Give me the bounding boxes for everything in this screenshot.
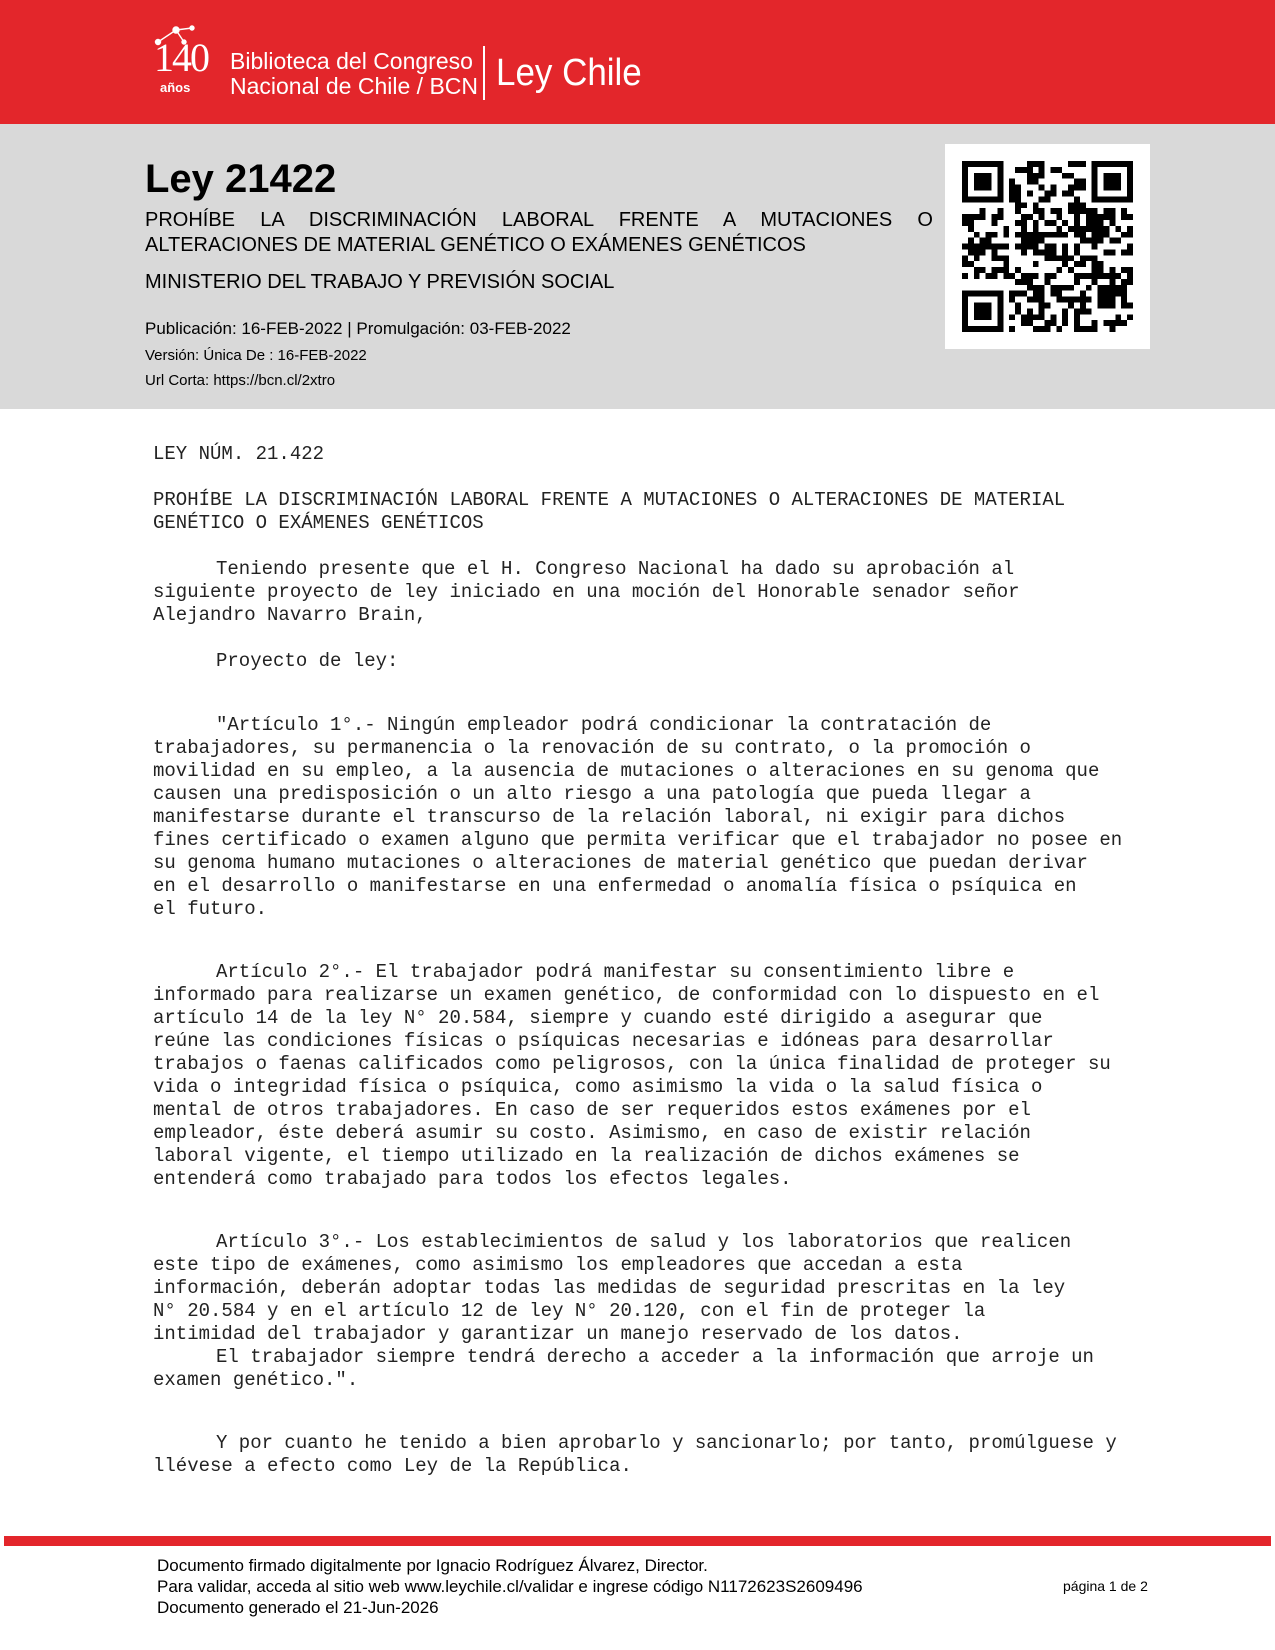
text-line: manifestarse durante el transcurso de la relación laboral, ni exigir para dichos [153, 806, 1066, 828]
footer-signature-block [157, 1555, 863, 1618]
text-line: este tipo de exámenes, como asimismo los empleadores que accedan a esta [153, 1254, 963, 1276]
page-number: página 1 de 2 [1063, 1578, 1148, 1594]
bcn-anniversary-logo [148, 24, 208, 100]
text-line: El trabajador siempre tendrá derecho a acceder a la información que arroje un [216, 1346, 1094, 1368]
footer-generated: Documento generado el 21-Jun-2026 [157, 1598, 439, 1617]
qr-code-graphic [962, 161, 1133, 332]
text-line: información, deberán adoptar todas las medidas de seguridad prescritas en la ley [153, 1277, 1066, 1299]
text-line: el futuro. [153, 898, 268, 920]
text-line: laboral vigente, el tiempo utilizado en la realización de dichos exámenes se [153, 1145, 1020, 1167]
law-body-title [153, 489, 1223, 535]
law-body [153, 443, 1223, 1478]
text-line: N° 20.584 y en el artículo 12 de ley N° 20.120, con el fin de proteger la [153, 1300, 986, 1322]
article-1 [153, 714, 1223, 921]
text-line: Y por cuanto he tenido a bien aprobarlo y sancionarlo; por tanto, promúlguese y [216, 1432, 1117, 1454]
text-line: informado para realizarse un examen genético, de conformidad con lo dispuesto en el [153, 984, 1100, 1006]
preamble-paragraph [153, 558, 1223, 627]
closing-paragraph [153, 1432, 1223, 1478]
text-line: Artículo 3°.- Los establecimientos de salud y los laboratorios que realicen [216, 1231, 1072, 1253]
text-line: Artículo 2°.- El trabajador podrá manifestar su consentimiento libre e [216, 961, 1015, 983]
library-name [230, 49, 478, 99]
library-name-line2: Nacional de Chile / BCN [230, 73, 479, 99]
law-ministry: MINISTERIO DEL TRABAJO Y PREVISIÓN SOCIAL [145, 271, 615, 293]
brand-divider [483, 46, 485, 100]
text-line: movilidad en su empleo, a la ausencia de mutaciones o alteraciones en su genoma que [153, 760, 1100, 782]
footer-validate: Para validar, acceda al sitio web www.leychile.cl/validar e ingrese código N1172623S2609496 [157, 1577, 863, 1596]
text-line: mental de otros trabajadores. En caso de ser requeridos estos exámenes por el [153, 1099, 1031, 1121]
qr-code-icon [945, 144, 1150, 349]
law-short-url[interactable]: Url Corta: https://bcn.cl/2xtro [145, 372, 336, 389]
article-3 [153, 1231, 1223, 1392]
text-line: entenderá como trabajado para todos los efectos legales. [153, 1168, 792, 1190]
text-line: "Artículo 1°.- Ningún empleador podrá condicionar la contratación de [216, 714, 992, 736]
text-line: siguiente proyecto de ley iniciado en una moción del Honorable senador señor [153, 581, 1020, 603]
text-line: Teniendo presente que el H. Congreso Nacional ha dado su aprobación al [216, 558, 1015, 580]
proyecto-label: Proyecto de ley: [216, 650, 399, 672]
law-dates: Publicación: 16-FEB-2022 | Promulgación: 03-FEB-2022 [145, 319, 571, 338]
law-body-title-line: PROHÍBE LA DISCRIMINACIÓN LABORAL FRENTE A MUTACIONES O ALTERACIONES DE MATERIAL [153, 489, 1066, 511]
law-subtitle: PROHÍBE LA DISCRIMINACIÓN LABORAL FRENTE A MUTACIONES O ALTERACIONES DE MATERIAL GENÉTICO O EXÁMENES GENÉTICOS [145, 209, 933, 256]
text-line: Alejandro Navarro Brain, [153, 604, 427, 626]
law-title: Ley 21422 [145, 157, 337, 201]
text-line: artículo 14 de la ley N° 20.584, siempre y cuando esté dirigido a asegurar que [153, 1007, 1043, 1029]
law-number-heading: LEY NÚM. 21.422 [153, 443, 325, 465]
text-line: su genoma humano mutaciones o alteraciones de material genético que puedan derivar [153, 852, 1088, 874]
product-name: Ley Chile [496, 52, 642, 94]
text-line: reúne las condiciones físicas o psíquicas necesarias e idóneas para desarrollar [153, 1030, 1054, 1052]
footer-signed-by: Documento firmado digitalmente por Ignacio Rodríguez Álvarez, Director. [157, 1556, 708, 1575]
text-line: trabajadores, su permanencia o la renovación de su contrato, o la promoción o [153, 737, 1031, 759]
text-line: vida o integridad física o psíquica, como asimismo la vida o la salud física o [153, 1076, 1043, 1098]
anniversary-number: 140 [154, 35, 208, 80]
law-version: Versión: Única De : 16-FEB-2022 [145, 347, 367, 364]
anniversary-word: años [160, 80, 191, 95]
brand-header [0, 0, 1275, 124]
text-line: intimidad del trabajador y garantizar un manejo reservado de los datos. [153, 1323, 963, 1345]
law-body-title-line: GENÉTICO O EXÁMENES GENÉTICOS [153, 512, 484, 534]
text-line: en el desarrollo o manifestarse en una enfermedad o anomalía física o psíquica en [153, 875, 1077, 897]
footer-divider [4, 1536, 1271, 1546]
text-line: examen genético.". [153, 1369, 359, 1391]
article-2 [153, 961, 1223, 1191]
text-line: fines certificado o examen alguno que permita verificar que el trabajador no posee en [153, 829, 1123, 851]
law-header [0, 124, 1275, 409]
text-line: trabajos o faenas calificados como peligrosos, con la única finalidad de proteger su [153, 1053, 1111, 1075]
text-line: causen una predisposición o un alto riesgo a una patología que pueda llegar a [153, 783, 1031, 805]
text-line: llévese a efecto como Ley de la República. [153, 1455, 632, 1477]
text-line: empleador, éste deberá asumir su costo. Asimismo, en caso de existir relación [153, 1122, 1031, 1144]
library-name-line1: Biblioteca del Congreso [230, 48, 473, 74]
